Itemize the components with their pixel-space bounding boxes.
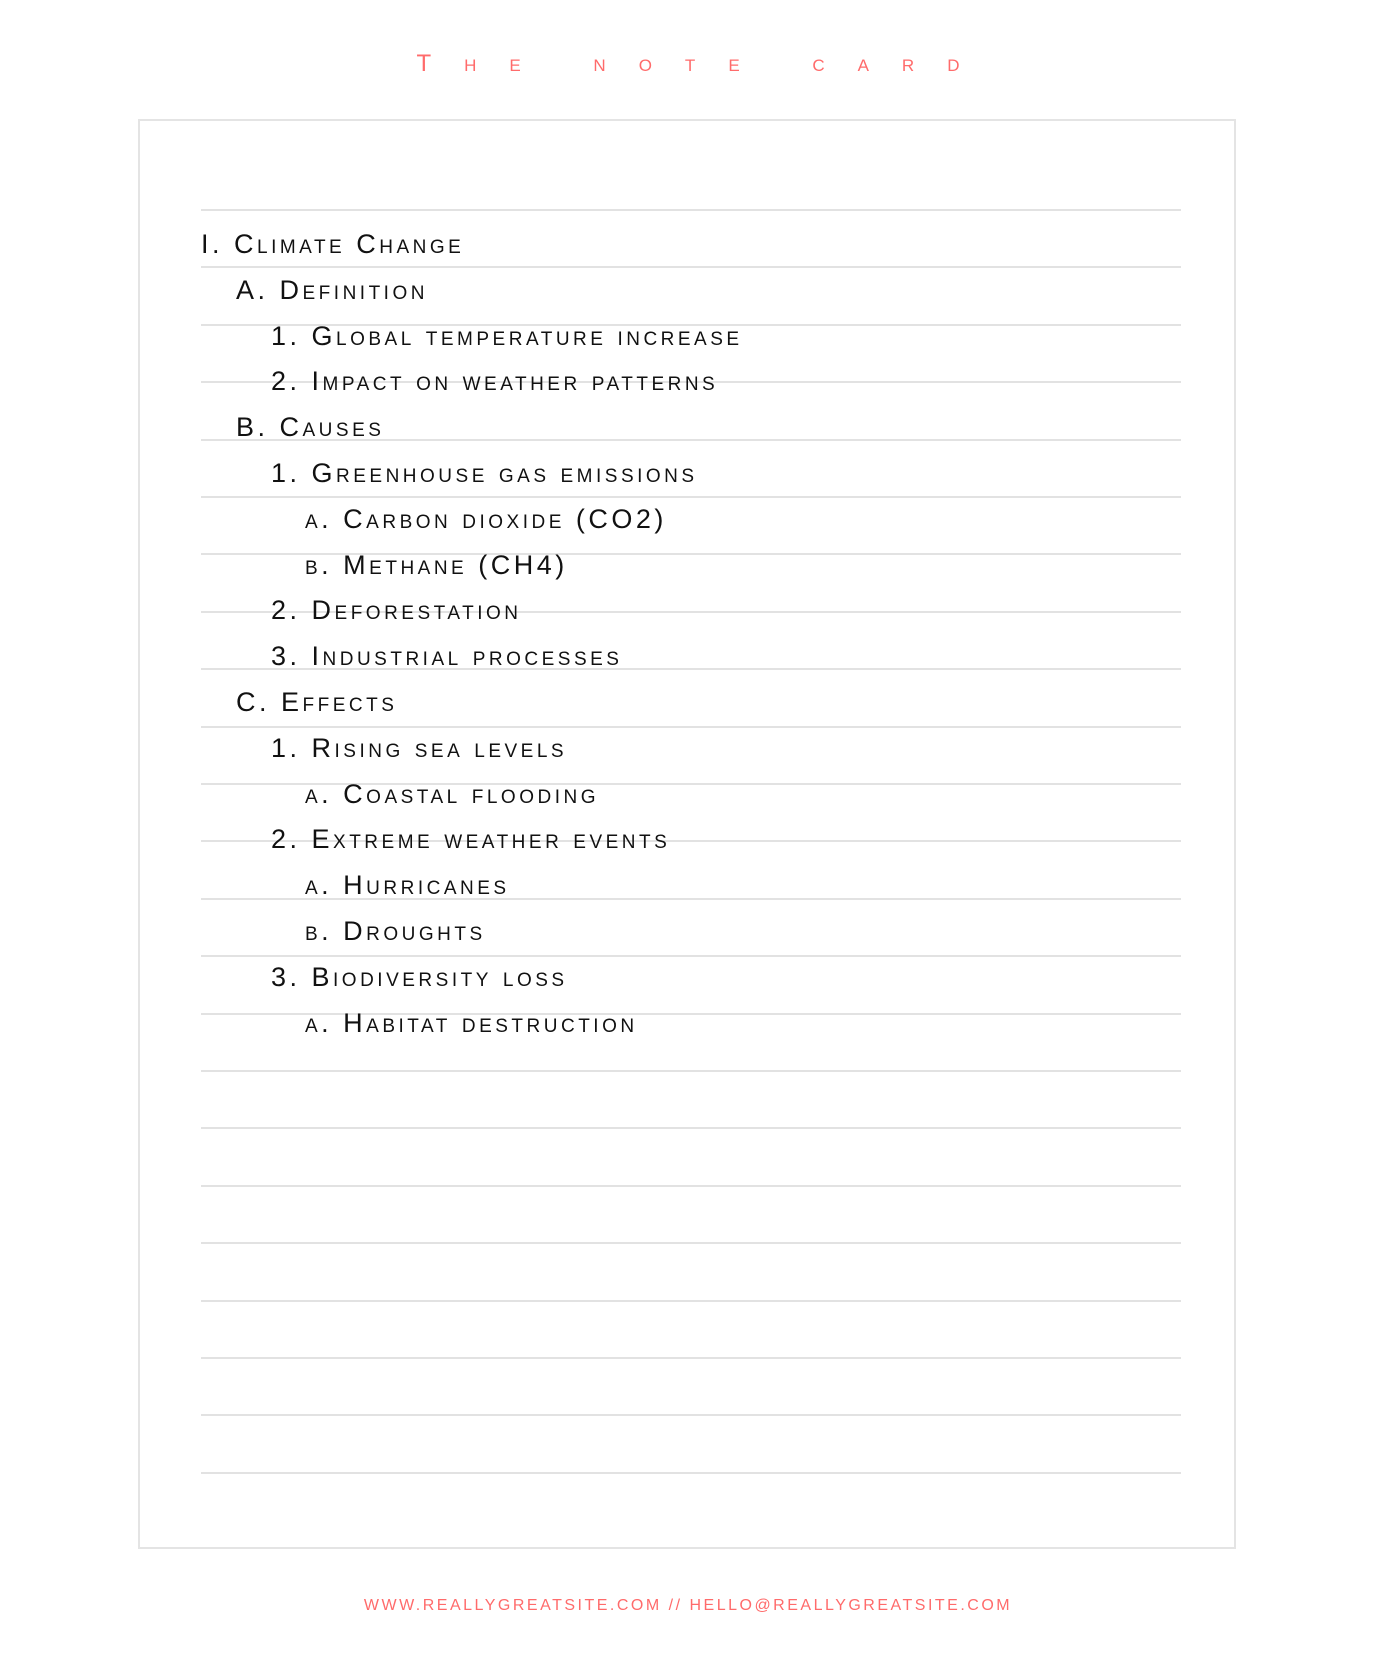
outline-item-level-3: b. Droughts xyxy=(305,916,486,946)
outline-item-level-3: b. Methane (CH4) xyxy=(305,549,568,580)
ruled-line xyxy=(201,726,1181,728)
page-title: The note card xyxy=(416,50,993,77)
outline-item-level-0: I. Climate Change xyxy=(201,229,465,259)
ruled-line xyxy=(201,1472,1181,1474)
ruled-line xyxy=(201,1185,1181,1187)
outline-item-level-2: 1. Rising sea levels xyxy=(271,732,568,763)
outline-item-level-3: a. Hurricanes xyxy=(305,870,510,901)
outline-item-level-2: 1. Global temperature increase xyxy=(271,320,743,351)
outline-item-level-2: 3. Industrial processes xyxy=(271,641,623,672)
outline-item-level-3: a. Coastal flooding xyxy=(305,778,599,809)
note-card xyxy=(138,119,1236,1549)
ruled-line xyxy=(201,1242,1181,1244)
outline-item-level-1: C. Effects xyxy=(236,687,398,717)
footer-contact: WWW.REALLYGREATSITE.COM // HELLO@REALLYGREATSITE.COM xyxy=(363,1597,1013,1614)
outline-item-level-2: 2. Deforestation xyxy=(271,595,522,626)
ruled-line xyxy=(201,1127,1181,1129)
ruled-line xyxy=(201,1414,1181,1416)
ruled-line xyxy=(201,496,1181,498)
outline-item-level-1: B. Causes xyxy=(236,412,385,443)
outline-item-level-3: a. Carbon dioxide (CO2) xyxy=(305,503,667,534)
ruled-line xyxy=(201,955,1181,957)
outline-item-level-2: 2. Impact on weather patterns xyxy=(271,366,719,397)
outline-item-level-2: 3. Biodiversity loss xyxy=(271,961,568,992)
ruled-line xyxy=(201,1357,1181,1359)
outline-item-level-2: 1. Greenhouse gas emissions xyxy=(271,458,698,488)
ruled-line xyxy=(201,1300,1181,1302)
ruled-line xyxy=(201,266,1181,268)
outline-item-level-1: A. Definition xyxy=(236,274,428,305)
outline-item-level-2: 2. Extreme weather events xyxy=(271,824,671,855)
ruled-line xyxy=(201,209,1181,211)
ruled-line xyxy=(201,1070,1181,1072)
outline-item-level-3: a. Habitat destruction xyxy=(305,1007,638,1038)
